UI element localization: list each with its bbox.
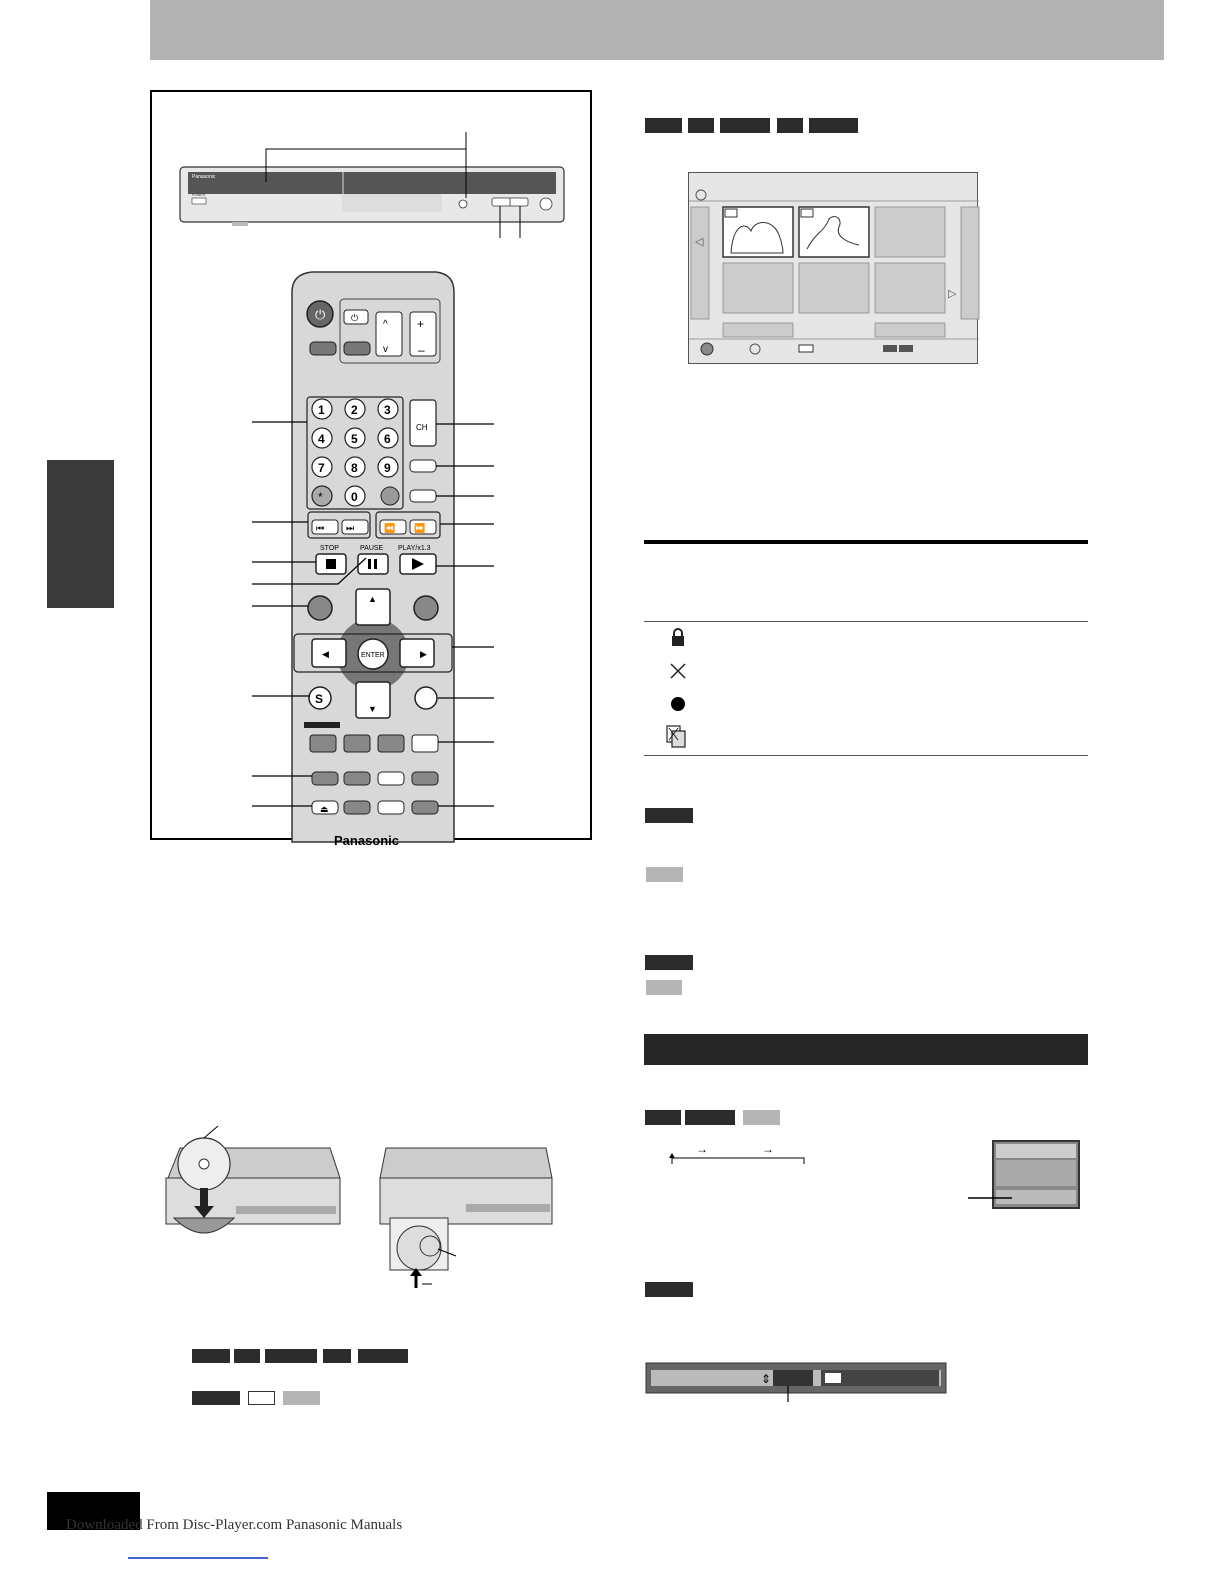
arrow-up-icon: ▲ [368,594,377,604]
av-button[interactable] [344,342,370,355]
digit-label-7: 7 [318,461,325,475]
pause-icon [368,559,371,569]
disc-label-4 [323,1349,351,1363]
note-label-5 [645,1282,693,1297]
legend-row [665,722,1087,754]
digit-label-0: 0 [351,490,358,504]
remote-illustration [152,92,594,848]
arrow-right-icon: → [762,1142,774,1156]
disc-label-top-3 [720,118,770,133]
drive-select-button[interactable] [310,342,336,355]
disc-label-2 [234,1349,260,1363]
cursor-right-button[interactable] [400,639,434,667]
digit-label-1: 1 [318,403,325,417]
audio-button[interactable] [378,801,404,814]
digit-label-4: 4 [318,432,325,446]
disc-label-sec-3 [743,1110,780,1125]
yellow-button[interactable] [378,735,404,752]
copy-icon [665,724,687,750]
legend-row [665,656,1087,688]
arrow-right-icon: ▶ [420,649,427,659]
disc-label-top-1 [645,118,682,133]
thumbnail-5[interactable] [799,263,869,313]
lock-icon [667,626,689,648]
section-header-bar [644,1034,1088,1065]
fast-forward-icon: ⏩ [414,523,426,533]
direct-navigator-screen [688,172,978,364]
pause-label: PAUSE [360,545,384,552]
digit-label-9: 9 [384,461,391,475]
page-left-icon: ◁ [695,236,704,248]
cancel-button[interactable] [381,487,399,505]
remote-brand: Panasonic [334,833,400,848]
time-slip-button[interactable] [410,490,436,502]
disc-label-7 [248,1391,275,1405]
table-top-rule [644,540,1088,544]
disc-label-6 [192,1391,240,1405]
status-bar-illustration [645,1362,949,1406]
display-button[interactable] [378,772,404,785]
play-label: PLAY/x1.3 [398,545,431,552]
chevron-up-icon: ^ [383,319,388,330]
audio-menu-box [966,1140,1080,1210]
channel-label: CH [416,423,428,432]
remote-illustration-frame [150,90,592,848]
disc-loading-illustration-right [376,1146,561,1294]
erase-button[interactable] [412,801,438,814]
note-label-3 [645,955,693,970]
skip-back-icon: ⏮ [316,523,325,533]
disc-icon [696,190,706,200]
recorder-brand: Panasonic [192,174,216,180]
enter-hint-icon [750,344,760,354]
thumbnail-6[interactable] [875,263,945,313]
green-button[interactable] [344,735,370,752]
disc-label-sec-1 [645,1110,681,1125]
note-label-4 [646,980,682,995]
disc-label-3 [265,1349,317,1363]
cycle-diagram [664,1140,814,1168]
stop-icon [326,559,336,569]
arrow-down-icon: ▼ [368,704,377,714]
status-button[interactable] [412,772,438,785]
digit-label-5: 5 [351,432,358,446]
disc-label-sec-2 [685,1110,735,1125]
direct-navigator-drawing [689,173,979,365]
extlink-button[interactable] [344,772,370,785]
rewind-icon: ⏪ [384,523,396,533]
table-bottom-rule [644,755,1088,756]
thumbnail-3[interactable] [875,207,945,257]
dot-icon [667,693,689,715]
return-button[interactable] [415,687,437,709]
remote-control [252,272,494,848]
minus-icon: – [418,343,425,357]
disc-label-1 [192,1349,230,1363]
direct-navigator-button[interactable] [308,596,332,620]
updown-icon: ⇕ [761,1372,772,1386]
functions-button[interactable] [414,596,438,620]
cross-icon [667,660,689,682]
skip-forward-icon: ⏭ [346,523,355,533]
pause-hint-icon [799,345,813,352]
digit-label-6: 6 [384,432,391,446]
blue-button[interactable] [412,735,438,752]
tv-power-icon: ⏻ [351,313,359,323]
dolby-icon [825,1373,841,1383]
cursor-left-button[interactable] [312,639,346,667]
note-label-2 [646,867,683,882]
stop-label: STOP [320,545,339,552]
note-label-1 [645,808,693,823]
footer-underline [128,1557,268,1559]
page-right-icon: ▷ [948,288,957,300]
recorder-power-label: POWER [192,193,206,197]
red-button[interactable] [310,735,336,752]
header-band [150,0,1164,60]
chevron-down-icon: v [383,344,388,355]
power-icon: ⏻ [315,307,326,322]
section-tab [47,460,114,608]
recorder-front [180,132,564,238]
navigator-icon [701,343,713,355]
disc-label-top-2 [688,118,714,133]
arrow-right-icon: → [696,1142,708,1156]
rec-mode-button[interactable] [312,772,338,785]
digit-label-2: 2 [351,403,358,417]
enter-label: ENTER [361,652,385,659]
download-source-link[interactable]: Downloaded From Disc-Player.com Panasonic Manuals [66,1517,403,1533]
submenu-label: S [315,692,324,706]
disc-label-5 [358,1349,408,1363]
eject-icon: ⏏ [320,804,329,814]
disc-label-top-5 [809,118,858,133]
star-label: * [318,490,323,504]
input-select-button[interactable] [410,460,436,472]
rec-button[interactable] [344,801,370,814]
legend-row [665,622,1087,654]
skip-back-hint-icon [883,345,897,352]
disc-label-top-4 [777,118,803,133]
disc-label-8 [283,1391,320,1405]
arrow-left-icon: ◀ [322,649,329,659]
disc-loading-illustration-left [160,1138,360,1253]
skip-forward-hint-icon [899,345,913,352]
thumbnail-4[interactable] [723,263,793,313]
plus-icon: + [417,317,425,331]
legend-row [665,688,1087,720]
pause-button[interactable] [358,554,388,574]
digit-label-3: 3 [384,403,391,417]
tv-channel-rocker[interactable] [376,312,402,356]
digit-label-8: 8 [351,461,358,475]
